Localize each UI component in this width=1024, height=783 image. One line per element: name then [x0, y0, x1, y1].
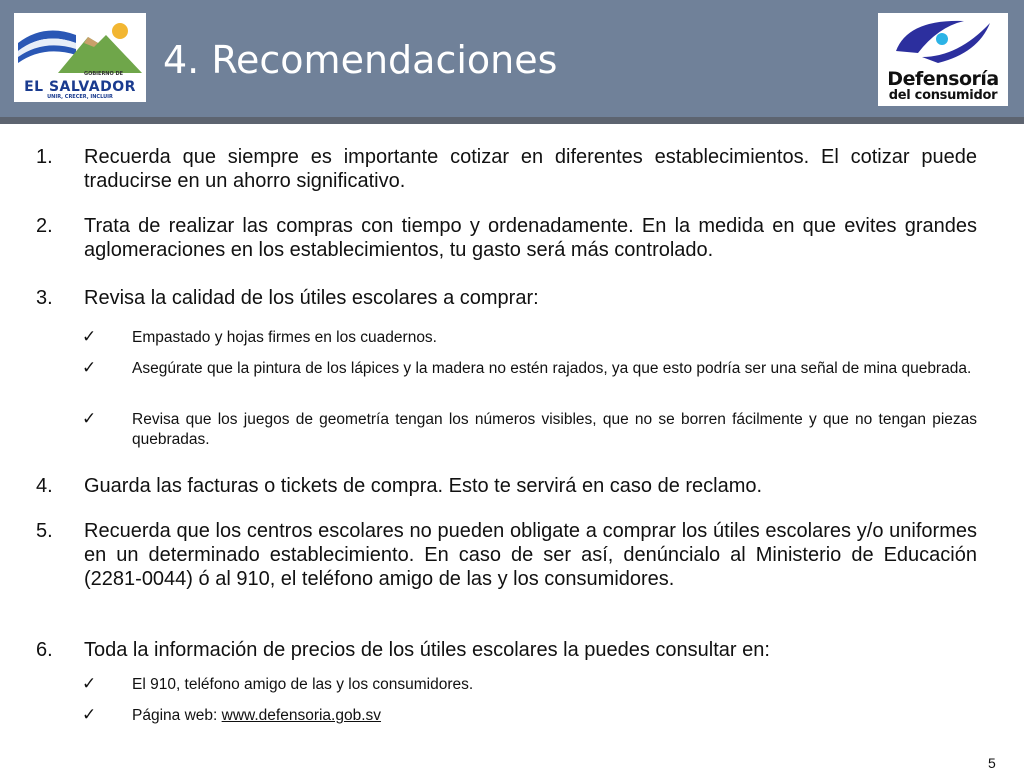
item-number: 5. — [36, 520, 53, 542]
item-text: Trata de realizar las compras con tiempo y ordenadamente. En la medida en que evites grandes aglomeraciones en los establecimientos, tu gasto será más controlado. — [84, 215, 977, 261]
logo-brand-line1: Defensoría — [887, 68, 999, 90]
defensoria-eye-icon — [878, 13, 1008, 71]
item-number: 1. — [36, 146, 53, 168]
checkmark-icon: ✓ — [82, 327, 97, 346]
item-text: Recuerda que los centros escolares no pueden obligate a comprar los útiles escolares y/o uniformes en un determinado establecimiento. En caso de ser así, denúncialo al Ministerio de Educación (2281-0044) ó al 910, el teléfono amigo de las y los consumidores. — [84, 520, 977, 590]
page-title: 4. Recomendaciones — [163, 38, 558, 82]
page-number: 5 — [988, 755, 996, 771]
sub-item-text: Empastado y hojas firmes en los cuadernos. — [132, 329, 437, 346]
defensoria-logo — [878, 13, 1008, 106]
sub-item-text: Asegúrate que la pintura de los lápices y la madera no estén rajados, ya que esto podría ser una señal de mina quebrada. — [132, 360, 972, 377]
el-salvador-logo — [14, 13, 146, 102]
checkmark-icon: ✓ — [82, 674, 97, 693]
slide-header — [0, 0, 1024, 117]
sub-item-text: Revisa que los juegos de geometría tengan los números visibles, que no se borren fácilmente y que no tengan piezas quebradas. — [132, 411, 977, 448]
logo-tagline-text: UNIR, CRECER, INCLUIR — [47, 94, 113, 100]
item-text: Guarda las facturas o tickets de compra. Esto te servirá en caso de reclamo. — [84, 475, 763, 497]
item-number: 2. — [36, 215, 53, 237]
item-number: 4. — [36, 475, 53, 497]
item-text: Recuerda que siempre es importante cotizar en diferentes establecimientos. El cotizar puede traducirse en un ahorro significativo. — [84, 146, 977, 192]
item-number: 6. — [36, 639, 53, 661]
logo-gov-text: GOBIERNO DE — [84, 71, 124, 77]
website-link[interactable]: www.defensoria.gob.sv — [221, 707, 382, 724]
web-label: Página web: — [132, 707, 222, 724]
sub-item-text — [132, 706, 977, 726]
item-text: Toda la información de precios de los útiles escolares la puedes consultar en: — [84, 639, 770, 661]
logo-country-text: EL SALVADOR — [24, 79, 136, 95]
item-text: Revisa la calidad de los útiles escolares a comprar: — [84, 287, 539, 309]
checkmark-icon: ✓ — [82, 358, 97, 377]
checkmark-icon: ✓ — [82, 409, 97, 428]
el-salvador-emblem-icon — [14, 13, 146, 79]
logo-brand-line2: del consumidor — [888, 88, 998, 103]
item-number: 3. — [36, 287, 53, 309]
header-divider — [0, 117, 1024, 124]
checkmark-icon: ✓ — [82, 705, 97, 724]
sub-item-text: El 910, teléfono amigo de las y los consumidores. — [132, 676, 474, 693]
